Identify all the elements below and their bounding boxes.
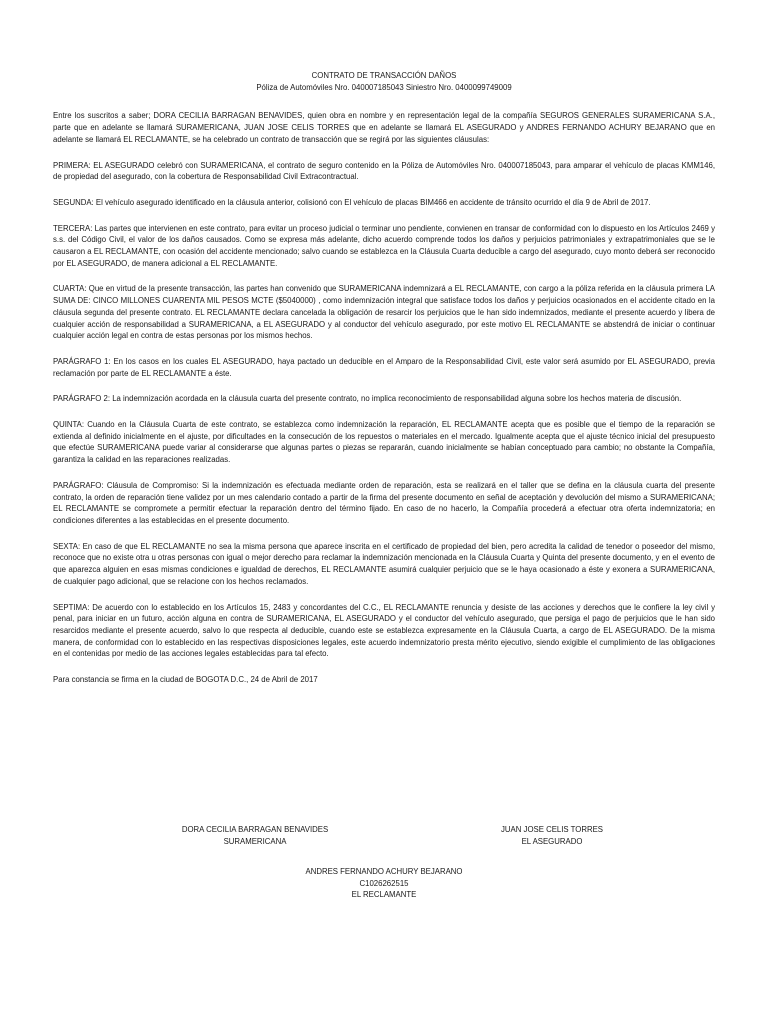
policy-subtitle: Póliza de Automóviles Nro. 040007185043 Siniestro Nro. 0400099749009 [256, 82, 512, 92]
paragrafo-1: PARÁGRAFO 1: En los casos en los cuales EL ASEGURADO, haya pactado un deducible en el Amparo de la Responsabilidad Civil, este valor será asumido por EL ASEGURADO, previa reclamación por parte de EL RECLAMANTE a éste. [53, 356, 715, 378]
clause-cuarta: CUARTA: Que en virtud de la presente transacción, las partes han convenido que SURAMERICANA indemnizará a EL RECLAMANTE, con cargo a la póliza referida en la cláusula primera LA SUMA DE: CINCO MILLONES CUARENTA MIL PESOS MCTE ($5040000) , como indemnización integral que satisface todos los daños y perjuicios ocasionados en el accidente citado en la cláusula segunda del presente contrato. EL RECLAMANTE declara cancelada la obligación de resarcir los perjuicios que le han sido indemnizados, mediante el presente acuerdo y libera de cualquier acción de responsabilidad a SURAMERICANA, a EL ASEGURADO y al conductor del vehículo asegurado, por este motivo EL RECLAMANTE se abstendrá de iniciar o continuar cualquier acción legal en contra de estas personas por los mismos hechos. [53, 284, 715, 341]
signer-role: SURAMERICANA [223, 836, 287, 846]
clause-quinta: QUINTA: Cuando en la Cláusula Cuarta de este contrato, se establezca como indemnización la reparación, EL RECLAMANTE acepta que es posible que el tiempo de la reparación se extienda al definido inicialmente en el ajuste, por dificultades en la consecución de los repuestos o materiales en el mercado. Igualmente acepta que el ajuste técnico inicial del presupuesto que efectúe SURAMERICANA puede variar al considerarse que algunas partes o piezas se repararán, cuando inicialmente se habían conceptuado para cambio; no obstante la Compañía, garantiza la calidad en las reparaciones realizadas. [53, 420, 715, 465]
signer-id: C1026262515 [359, 878, 409, 888]
clause-tercera: TERCERA: Las partes que intervienen en este contrato, para evitar un proceso judicial o terminar uno pendiente, convienen en transar de conformidad con lo dispuesto en los Artículos 2469 y s.s. del Código Civil, el valor de los daños causados. Como se expresa más adelante, dicho acuerdo comprende todos los daños y perjuicios patrimoniales y extrapatrimoniales que se le causaron a EL RECLAMANTE, con ocasión del accidente mencionado; salvo cuando se establezca en la Cláusula Cuarta deducible a cargo del asegurado, cuyo monto deberá ser reconocido por EL ASEGURADO, de manera adicional a EL RECLAMANTE. [53, 223, 715, 268]
clause-segunda: SEGUNDA: El vehículo asegurado identificado en la cláusula anterior, colisionó con El vehículo de placas BIM466 en accidente de tránsito ocurrido el día 9 de Abril de 2017. [53, 197, 651, 207]
signer-name: ANDRES FERNANDO ACHURY BEJARANO [305, 867, 463, 876]
signature-block-reclamante [284, 866, 484, 901]
signature-block-asegurado [462, 824, 642, 847]
signing-statement: Para constancia se firma en la ciudad de BOGOTA D.C., 24 de Abril de 2017 [53, 675, 318, 685]
clause-septima: SEPTIMA: De acuerdo con lo establecido en los Artículos 15, 2483 y concordantes del C.C., EL RECLAMANTE renuncia y desiste de las acciones y derechos que le confiere la ley civil y penal, para iniciar en un futuro, acción alguna en contra de SURAMERICANA, EL ASEGURADO y el conductor del vehículo asegurado, que persiga el pago de perjuicios que le han sido resarcidos mediante el presente acuerdo, salvo lo que respecta al deducible, cuando este se establezca expresamente en la Cláusula Cuarta, a cargo de EL ASEGURADO. De la misma manera, de conformidad con lo establecido en las respectivas disposiciones legales, este acuerdo indemnizatorio presta mérito ejecutivo, siendo exigible el cumplimiento de las obligaciones en el contenidas por medio de las acciones legales establecidas para tal efecto. [53, 602, 715, 659]
signer-name: DORA CECILIA BARRAGAN BENAVIDES [181, 825, 329, 834]
paragrafo-2: PARÁGRAFO 2: La indemnización acordada en la cláusula cuarta del presente contrato, no implica reconocimiento de responsabilidad alguna sobre los hechos materia de discusión. [53, 394, 682, 404]
intro-paragraph: Entre los suscritos a saber; DORA CECILIA BARRAGAN BENAVIDES, quien obra en nombre y en representación legal de la compañía SEGUROS GENERALES SURAMERICANA S.A., parte que en adelante se llamará SURAMERICANA, JUAN JOSE CELIS TORRES que en adelante se llamará EL ASEGURADO y ANDRES FERNANDO ACHURY BEJARANO que en adelante se llamará EL RECLAMANTE, se ha celebrado un contrato de transacción que se regirá por las siguientes cláusulas: [53, 111, 715, 144]
signer-role: EL ASEGURADO [521, 836, 583, 846]
signer-role: EL RECLAMANTE [351, 890, 417, 900]
paragrafo-compromiso: PARÁGRAFO: Cláusula de Compromiso: Si la indemnización es efectuada mediante orden de reparación, esta se realizará en el taller que se defina en la cláusula cuarta del presente contrato, la orden de reparación tiene validez por un mes calendario contado a partir de la firma del presente documento en señal de aceptación y devolución del mismo a SURAMERICANA; EL RECLAMANTE se compromete a permitir efectuar la reparación dentro del término fijado. En caso de no hacerlo, la Compañía procederá a efectuar otra oferta indemnizatoria; en condiciones diferentes a las establecidas en el presente documento. [53, 480, 715, 525]
clause-sexta: SEXTA: En caso de que EL RECLAMANTE no sea la misma persona que aparece inscrita en el certificado de propiedad del bien, pero acredita la calidad de tenedor o poseedor del mismo, reconoce que no existe otra u otras personas con igual o mejor derecho para reclamar la indemnización mencionada en la Cláusula Cuarta y Quinta del presente documento, y en el evento de que aparezca alguien en esas mismas condiciones e igualdad de derechos, EL RECLAMANTE asumirá cualquier perjuicio que se le haya ocasionado a éste y exonera a SURAMERICANA, de cualquier pago adicional, que se relacione con los hechos reclamados. [53, 541, 715, 586]
document-title: CONTRATO DE TRANSACCIÓN DAÑOS [311, 71, 457, 80]
signature-block-suramericana [160, 824, 350, 847]
clause-primera: PRIMERA: EL ASEGURADO celebró con SURAMERICANA, el contrato de seguro contenido en la Póliza de Automóviles Nro. 040007185043, para amparar el vehículo de placas KMM146, de propiedad del asegurado, con la cobertura de Responsabilidad Civil Extracontractual. [53, 160, 715, 182]
signer-name: JUAN JOSE CELIS TORRES [501, 825, 603, 834]
document-header [53, 70, 715, 93]
